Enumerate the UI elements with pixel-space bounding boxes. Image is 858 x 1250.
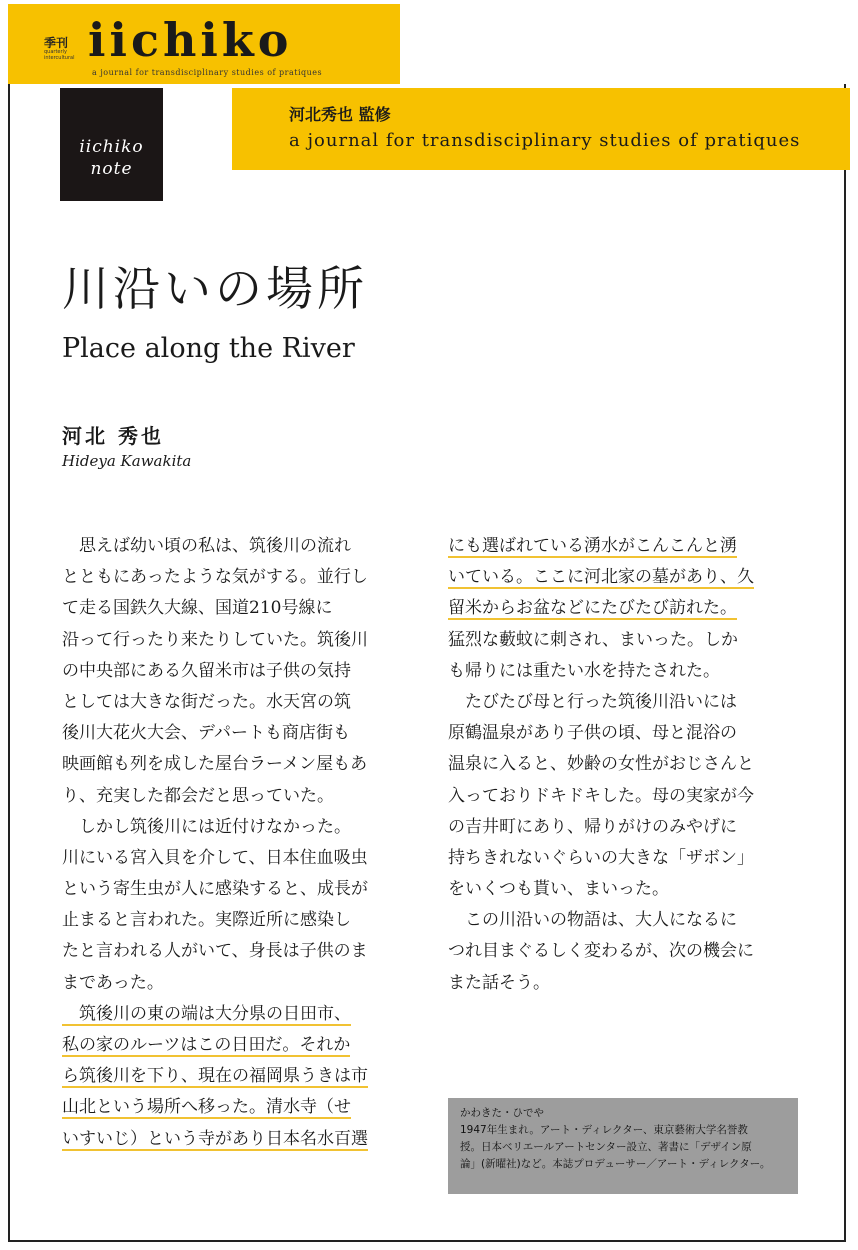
body-line: の吉井町にあり、帰りがけのみやげに <box>448 816 737 837</box>
masthead-tiny-line: intercultural <box>44 55 75 61</box>
body-line: 入っておりドキドキした。母の実家が今 <box>448 785 754 806</box>
body-line: 温泉に入ると、妙齢の女性がおじさんと <box>448 754 754 775</box>
body-line: 思えば幼い頃の私は、筑後川の流れ <box>62 536 351 556</box>
body-line: て走る国鉄久大線、国道210号線に <box>62 598 333 619</box>
body-line: たと言われる人がいて、身長は子供のま <box>62 941 368 962</box>
masthead-subtitle: a journal for transdisciplinary studies of pratiques <box>92 68 323 77</box>
masthead <box>8 4 400 84</box>
masthead-tiny-text <box>44 49 75 61</box>
profile-line: 論」(新曜社)など。本誌プロデューサー／アート・ディレクター。 <box>460 1158 771 1170</box>
body-line: この川沿いの物語は、大人になるに <box>448 910 737 931</box>
body-line: の中央部にある久留米市は子供の気持 <box>62 660 351 681</box>
body-line: り、充実した都会だと思っていた。 <box>62 785 334 806</box>
body-column-left <box>62 531 422 1155</box>
highlighted-line: いている。ここに河北家の墓があり、久 <box>448 567 754 588</box>
body-line: 後川大花火大会、デパートも商店街も <box>62 723 350 744</box>
highlighted-line: いすいじ）という寺があり日本名水百選 <box>62 1128 368 1149</box>
body-line: 止まると言われた。実際近所に感染し <box>62 910 351 931</box>
body-line: 沿って行ったり来たりしていた。筑後川 <box>62 629 368 650</box>
body-line: まであった。 <box>62 972 164 993</box>
masthead-prefix: 季刊 <box>44 36 69 50</box>
body-line: をいくつも貰い、まいった。 <box>448 879 669 900</box>
note-box-line1: iichiko <box>79 137 144 157</box>
body-line: たびたび母と行った筑後川沿いには <box>448 691 737 712</box>
body-line: としては大きな街だった。水天宮の筑 <box>62 691 351 712</box>
body-line: 持ちきれないぐらいの大きな「ザボン」 <box>448 847 754 868</box>
iichiko-note-box <box>60 88 163 201</box>
highlighted-line: にも選ばれている湧水がこんこんと湧 <box>448 536 737 556</box>
highlighted-line: 留米からお盆などにたびたび訪れた。 <box>448 598 737 619</box>
note-box-line2: note <box>90 159 133 179</box>
profile-line: 授。日本ベリエールアートセンター設立、著書に「デザイン原 <box>460 1141 752 1153</box>
profile-line: 1947年生まれ。アート・ディレクター、東京藝術大学名誉教 <box>460 1124 748 1136</box>
banner-editor: 河北秀也 監修 <box>289 105 391 124</box>
highlighted-line: 筑後川の東の端は大分県の日田市、 <box>62 1003 351 1024</box>
highlighted-line: 山北という場所へ移った。清水寺（せ <box>62 1097 351 1118</box>
author-profile-box <box>448 1098 798 1194</box>
body-line: も帰りには重たい水を持たされた。 <box>448 660 720 681</box>
body-line: 川にいる宮入貝を介して、日本住血吸虫 <box>62 847 368 868</box>
body-line: 猛烈な藪蚊に刺され、まいった。しか <box>448 629 739 650</box>
banner-tagline: a journal for transdisciplinary studies of pratiques <box>289 130 801 151</box>
header-banner <box>232 88 850 170</box>
highlighted-line: ら筑後川を下り、現在の福岡県うきは市 <box>62 1066 368 1087</box>
body-line: 原鶴温泉があり子供の頃、母と混浴の <box>448 723 737 744</box>
body-line: とともにあったような気がする。並行し <box>62 567 368 588</box>
author-name-en: Hideya Kawakita <box>62 452 192 470</box>
body-line: つれ目まぐるしく変わるが、次の機会に <box>448 941 754 962</box>
author-name-ja: 河北 秀也 <box>62 424 164 448</box>
article-title-en: Place along the River <box>62 333 355 364</box>
profile-name: かわきた・ひでや <box>460 1107 544 1119</box>
body-line: 映画館も列を成した屋台ラーメン屋もあ <box>62 754 368 775</box>
body-line: という寄生虫が人に感染すると、成長が <box>62 879 368 900</box>
body-line: また話そう。 <box>448 972 550 993</box>
highlighted-line: 私の家のルーツはこの日田だ。それか <box>62 1035 351 1055</box>
masthead-logo: iichiko <box>88 13 293 67</box>
body-column-right <box>448 531 808 999</box>
body-line: しかし筑後川には近付けなかった。 <box>62 816 351 837</box>
masthead-tiny-line: quarterly <box>44 49 67 55</box>
article-title-ja: 川沿いの場所 <box>62 262 368 317</box>
